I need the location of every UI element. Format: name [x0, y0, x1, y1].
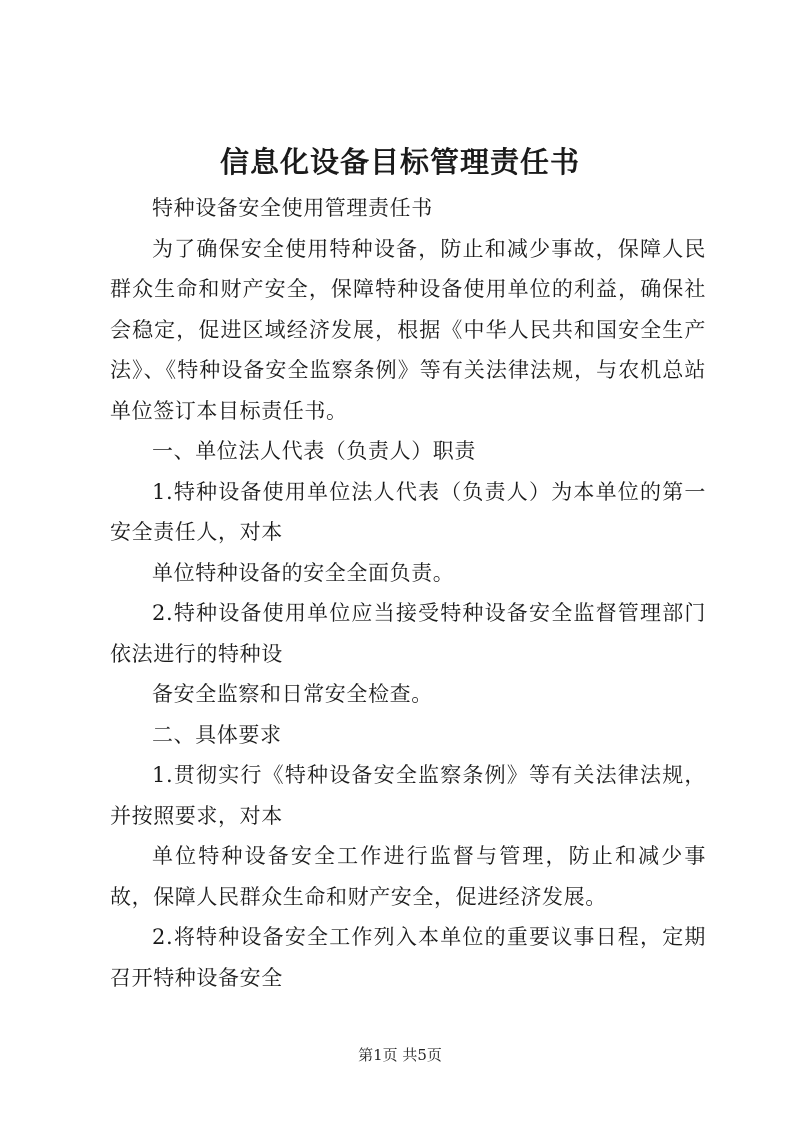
paragraph: 2.将特种设备安全工作列入本单位的重要议事日程，定期召开特种设备安全: [110, 925, 706, 990]
paragraph: 备安全监察和日常安全检查。: [152, 682, 433, 706]
page-footer: 第1页 共5页: [358, 1046, 442, 1064]
section-heading: 一、单位法人代表（负责人）职责: [152, 439, 476, 463]
paragraph: 2.特种设备使用单位应当接受特种设备安全监督管理部门依法进行的特种设: [110, 601, 706, 666]
paragraph: 单位特种设备的安全全面负责。: [152, 560, 455, 585]
paragraph: 1.贯彻实行《特种设备安全监察条例》等有关法律法规，并按照要求，对本: [110, 763, 706, 828]
document-title: 信息化设备目标管理责任书: [219, 145, 580, 179]
paragraph: 特种设备安全使用管理责任书: [152, 196, 433, 220]
paragraph: 单位特种设备安全工作进行监督与管理，防止和减少事故，保障人民群众生命和财产安全，促进经济发展。: [110, 844, 706, 909]
document-body: [110, 188, 706, 998]
paragraph: 1.特种设备使用单位法人代表（负责人）为本单位的第一安全责任人，对本: [110, 479, 706, 544]
section-heading: 二、具体要求: [152, 722, 282, 747]
paragraph: 为了确保安全使用特种设备，防止和减少事故，保障人民群众生命和财产安全，保障特种设备使用单位的利益，确保社会稳定，促进区域经济发展，根据《中华人民共和国安全生产法》、《特种设备安全监察条例》等有关法律法规，与农机总站单位签订本目标责任书。: [110, 236, 706, 423]
